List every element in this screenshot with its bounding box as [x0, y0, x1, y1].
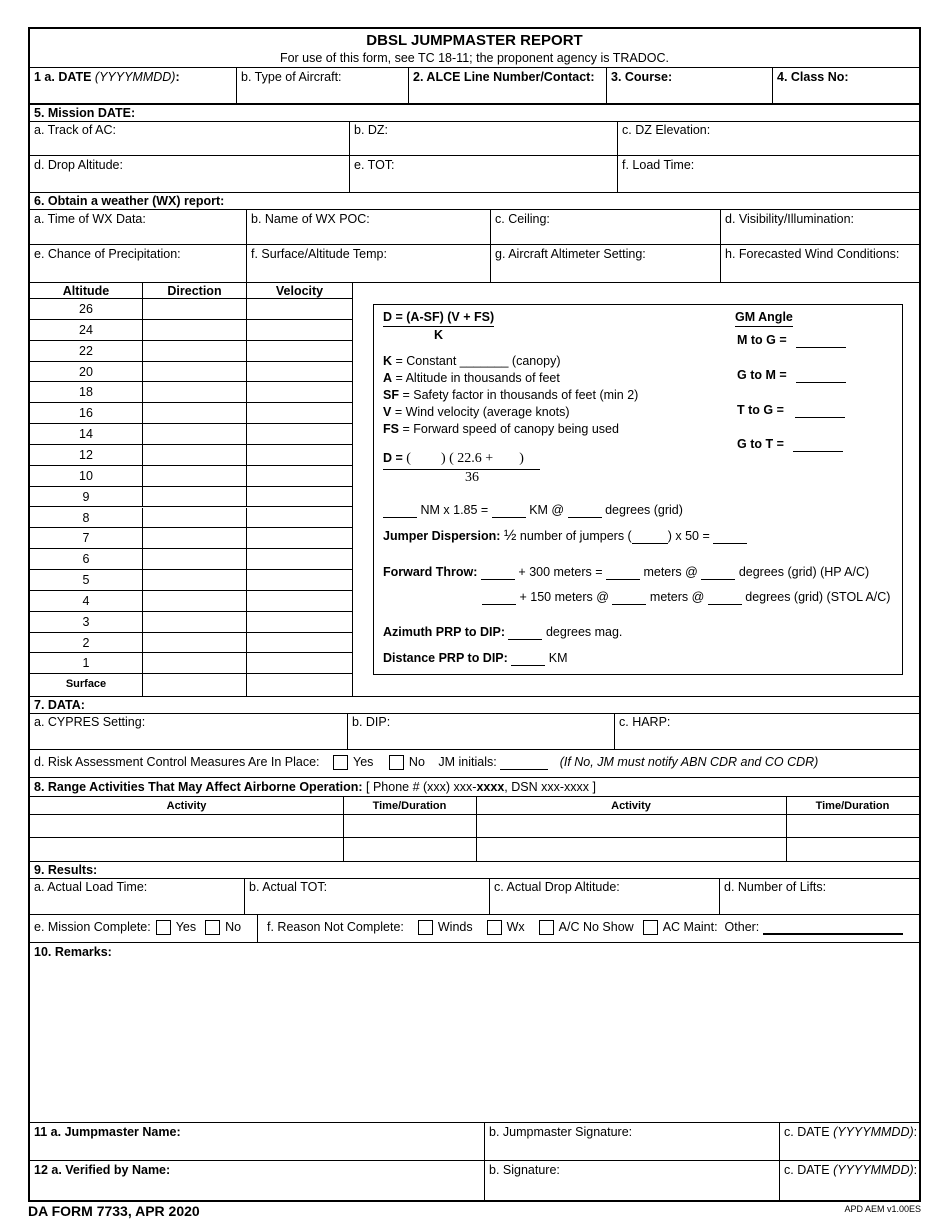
form-version: APD AEM v1.00ES	[844, 1204, 921, 1214]
sf-definition: SF = Safety factor in thousands of feet (min 2)	[383, 388, 639, 402]
wind-conditions-field[interactable]: h. Forecasted Wind Conditions:	[721, 245, 919, 283]
velocity-cell[interactable]	[247, 320, 352, 341]
direction-cell[interactable]	[143, 341, 247, 362]
velocity-cell[interactable]	[247, 445, 352, 466]
velocity-cell[interactable]	[247, 403, 352, 424]
altitude-cell: 7	[30, 528, 143, 549]
direction-cell[interactable]	[143, 508, 247, 529]
direction-cell[interactable]	[143, 570, 247, 591]
altitude-cell: 5	[30, 570, 143, 591]
ft-stol-blank[interactable]	[482, 604, 516, 605]
actual-tot-field[interactable]: b. Actual TOT:	[245, 878, 490, 915]
velocity-cell[interactable]	[247, 341, 352, 362]
cypres-field[interactable]: a. CYPRES Setting:	[30, 713, 348, 750]
verified-date-field[interactable]: c. DATE (YYYYMMDD):	[784, 1163, 918, 1177]
date-field[interactable]: 1 a. DATE (YYYYMMDD):	[30, 68, 237, 104]
jumpmaster-name-field[interactable]: 11 a. Jumpmaster Name:	[30, 1123, 485, 1161]
formula-denominator: K	[434, 328, 444, 342]
ft-stol-meters[interactable]	[612, 604, 646, 605]
wind-table	[30, 283, 353, 696]
jumpmaster-date-field[interactable]: c. DATE (YYYYMMDD):	[780, 1123, 919, 1161]
dz-field[interactable]: b. DZ:	[350, 121, 618, 156]
direction-cell[interactable]	[143, 466, 247, 487]
surface-direction-cell[interactable]	[143, 674, 247, 696]
time-header-1: Time/Duration	[343, 797, 476, 815]
wx-checkbox[interactable]	[487, 920, 502, 935]
azimuth-blank[interactable]	[508, 639, 542, 640]
distance-blank[interactable]	[511, 665, 545, 666]
m-to-g-blank[interactable]	[796, 347, 846, 348]
range-activities-table	[30, 797, 919, 861]
altitude-cell: 9	[30, 487, 143, 508]
form-title: DBSL JUMPMASTER REPORT	[366, 32, 583, 49]
visibility-field[interactable]: d. Visibility/Illumination:	[721, 210, 919, 245]
direction-cell[interactable]	[143, 362, 247, 383]
section7-title: 7. DATA:	[30, 696, 919, 714]
form-number: DA FORM 7733, APR 2020	[28, 1203, 200, 1219]
time-header-2: Time/Duration	[786, 797, 919, 815]
calculation-box	[373, 304, 903, 675]
direction-cell[interactable]	[143, 633, 247, 654]
actual-load-time-field[interactable]: a. Actual Load Time:	[30, 878, 245, 915]
velocity-cell[interactable]	[247, 570, 352, 591]
azimuth-prp: Azimuth PRP to DIP: degrees mag.	[383, 625, 623, 639]
remarks-title: 10. Remarks:	[34, 945, 112, 959]
other-reason-blank[interactable]	[763, 933, 903, 935]
altitude-cell: 3	[30, 612, 143, 633]
direction-cell[interactable]	[143, 528, 247, 549]
altitude-cell: 6	[30, 549, 143, 570]
jm-initials-blank[interactable]	[500, 769, 548, 770]
velocity-cell[interactable]	[247, 528, 352, 549]
class-no-field[interactable]: 4. Class No:	[773, 68, 919, 104]
a-definition: A = Altitude in thousands of feet	[383, 371, 560, 385]
velocity-cell[interactable]	[247, 549, 352, 570]
actual-drop-altitude-field[interactable]: c. Actual Drop Altitude:	[490, 878, 720, 915]
g-to-t: G to T =	[737, 436, 843, 452]
altitude-cell: 4	[30, 591, 143, 612]
form-subtitle: For use of this form, see TC 18-11; the proponent agency is TRADOC.	[279, 51, 670, 65]
dispersion-blank[interactable]	[713, 543, 747, 544]
velocity-cell[interactable]	[247, 487, 352, 508]
g-to-m: G to M =	[737, 367, 846, 383]
forward-throw-stol: + 150 meters @ meters @ degrees (grid) (STOL A/C)	[482, 589, 890, 605]
surface-altitude-cell: Surface	[30, 674, 143, 696]
velocity-cell[interactable]	[247, 362, 352, 383]
winds-checkbox[interactable]	[418, 920, 433, 935]
noshow-checkbox[interactable]	[539, 920, 554, 935]
velocity-cell[interactable]	[247, 466, 352, 487]
section6-title: 6. Obtain a weather (WX) report:	[30, 193, 919, 210]
forward-throw-hp: Forward Throw: + 300 meters = meters @ degrees (grid) (HP A/C)	[383, 565, 870, 579]
fs-definition: FS = Forward speed of canopy being used	[383, 422, 619, 436]
direction-cell[interactable]	[143, 612, 247, 633]
nm-conversion: NM x 1.85 = KM @ degrees (grid)	[383, 502, 683, 518]
velocity-cell[interactable]	[247, 508, 352, 529]
verified-name-field[interactable]: 12 a. Verified by Name:	[30, 1161, 485, 1200]
dz-elevation-field[interactable]: c. DZ Elevation:	[618, 121, 919, 156]
direction-cell[interactable]	[143, 487, 247, 508]
jumpers-blank[interactable]	[632, 543, 668, 544]
degrees-blank[interactable]	[568, 517, 602, 518]
row1	[30, 67, 919, 104]
velocity-cell[interactable]	[247, 612, 352, 633]
altitude-cell: 16	[30, 403, 143, 424]
direction-cell[interactable]	[143, 403, 247, 424]
gm-angle-title: GM Angle	[735, 309, 793, 327]
activity-header-1: Activity	[30, 797, 343, 815]
range-row-1[interactable]	[30, 815, 919, 838]
altitude-cell: 24	[30, 320, 143, 341]
ft-hp-degrees[interactable]	[701, 579, 735, 580]
mission-complete-cell: e. Mission Complete: Yes No	[30, 915, 258, 942]
velocity-header: Velocity	[247, 283, 352, 299]
remarks-area[interactable]	[30, 943, 919, 1123]
direction-cell[interactable]	[143, 424, 247, 445]
load-time-field[interactable]: f. Load Time:	[618, 156, 919, 193]
wx-poc-field[interactable]: b. Name of WX POC:	[247, 210, 491, 245]
direction-cell[interactable]	[143, 299, 247, 320]
velocity-cell[interactable]	[247, 424, 352, 445]
direction-cell[interactable]	[143, 320, 247, 341]
altitude-cell: 2	[30, 633, 143, 654]
section9-title: 9. Results:	[30, 861, 919, 879]
altitude-cell: 8	[30, 508, 143, 529]
risk-yes-checkbox[interactable]	[333, 755, 348, 770]
verified-signature-field[interactable]: b. Signature:	[485, 1161, 780, 1200]
ft-hp-meters[interactable]	[606, 579, 640, 580]
altimeter-field[interactable]: g. Aircraft Altimeter Setting:	[491, 245, 721, 283]
complete-yes-checkbox[interactable]	[156, 920, 171, 935]
t-to-g: T to G =	[737, 402, 845, 418]
altitude-cell: 22	[30, 341, 143, 362]
direction-header: Direction	[143, 283, 247, 299]
section8-title: 8. Range Activities That May Affect Airborne Operation: [ Phone # (xxx) xxx-xxxx, DSN xxx-xxxx ]	[30, 778, 919, 797]
nm-blank[interactable]	[383, 517, 417, 518]
aircraft-type-field[interactable]: b. Type of Aircraft:	[237, 68, 409, 104]
mission-complete-row	[30, 915, 919, 943]
km-blank[interactable]	[492, 517, 526, 518]
complete-no-checkbox[interactable]	[205, 920, 220, 935]
d-denominator: 36	[465, 470, 479, 485]
risk-no-checkbox[interactable]	[389, 755, 404, 770]
ft-stol-degrees[interactable]	[708, 604, 742, 605]
wx-time-field[interactable]: a. Time of WX Data:	[30, 210, 247, 245]
jumper-dispersion: Jumper Dispersion: ½ number of jumpers ( ) x 50 =	[383, 528, 747, 544]
track-ac-field[interactable]: a. Track of AC:	[30, 121, 350, 156]
altitude-cell: 18	[30, 382, 143, 403]
risk-assessment-row: d. Risk Assessment Control Measures Are In Place: Yes No JM initials: (If No, JM must notify ABN CDR and CO CDR)	[30, 750, 919, 778]
activity-header-2: Activity	[476, 797, 786, 815]
altitude-cell: 10	[30, 466, 143, 487]
number-of-lifts-field[interactable]: d. Number of Lifts:	[720, 878, 919, 915]
precipitation-field[interactable]: e. Chance of Precipitation:	[30, 245, 247, 283]
direction-cell[interactable]	[143, 653, 247, 674]
k-definition: K = Constant _______ (canopy)	[383, 354, 561, 368]
tot-field[interactable]: e. TOT:	[350, 156, 618, 193]
t-to-g-blank[interactable]	[795, 417, 845, 418]
harp-field[interactable]: c. HARP:	[615, 713, 919, 750]
direction-cell[interactable]	[143, 382, 247, 403]
altitude-header: Altitude	[30, 283, 143, 299]
range-row-2[interactable]	[30, 838, 919, 861]
altitude-cell: 20	[30, 362, 143, 383]
d-equation: D = ( ) ( 22.6 + )	[383, 450, 540, 470]
formula-numerator: D = (A-SF) (V + FS)	[383, 309, 494, 327]
altitude-cell: 1	[30, 653, 143, 674]
reason-cell: f. Reason Not Complete: Winds Wx A/C No Show AC Maint: Other:	[263, 915, 919, 942]
form-frame	[28, 27, 921, 1202]
v-definition: V = Wind velocity (average knots)	[383, 405, 570, 419]
ft-hp-blank[interactable]	[481, 579, 515, 580]
m-to-g: M to G =	[737, 332, 846, 348]
dip-field[interactable]: b. DIP:	[348, 713, 615, 750]
g-to-t-blank[interactable]	[793, 451, 843, 452]
maint-checkbox[interactable]	[643, 920, 658, 935]
section5-title: 5. Mission DATE:	[30, 104, 919, 122]
distance-prp: Distance PRP to DIP: KM	[383, 651, 568, 665]
alce-field[interactable]: 2. ALCE Line Number/Contact:	[409, 68, 607, 104]
surface-velocity-cell[interactable]	[247, 674, 352, 696]
drop-altitude-field[interactable]: d. Drop Altitude:	[30, 156, 350, 193]
jumpmaster-signature-field[interactable]: b. Jumpmaster Signature:	[485, 1123, 780, 1161]
course-field[interactable]: 3. Course:	[607, 68, 773, 104]
velocity-cell[interactable]	[247, 382, 352, 403]
velocity-cell[interactable]	[247, 633, 352, 654]
velocity-cell[interactable]	[247, 299, 352, 320]
g-to-m-blank[interactable]	[796, 382, 846, 383]
direction-cell[interactable]	[143, 445, 247, 466]
ceiling-field[interactable]: c. Ceiling:	[491, 210, 721, 245]
temp-field[interactable]: f. Surface/Altitude Temp:	[247, 245, 491, 283]
altitude-cell: 12	[30, 445, 143, 466]
altitude-cell: 26	[30, 299, 143, 320]
velocity-cell[interactable]	[247, 591, 352, 612]
direction-cell[interactable]	[143, 549, 247, 570]
altitude-cell: 14	[30, 424, 143, 445]
direction-cell[interactable]	[143, 591, 247, 612]
velocity-cell[interactable]	[247, 653, 352, 674]
